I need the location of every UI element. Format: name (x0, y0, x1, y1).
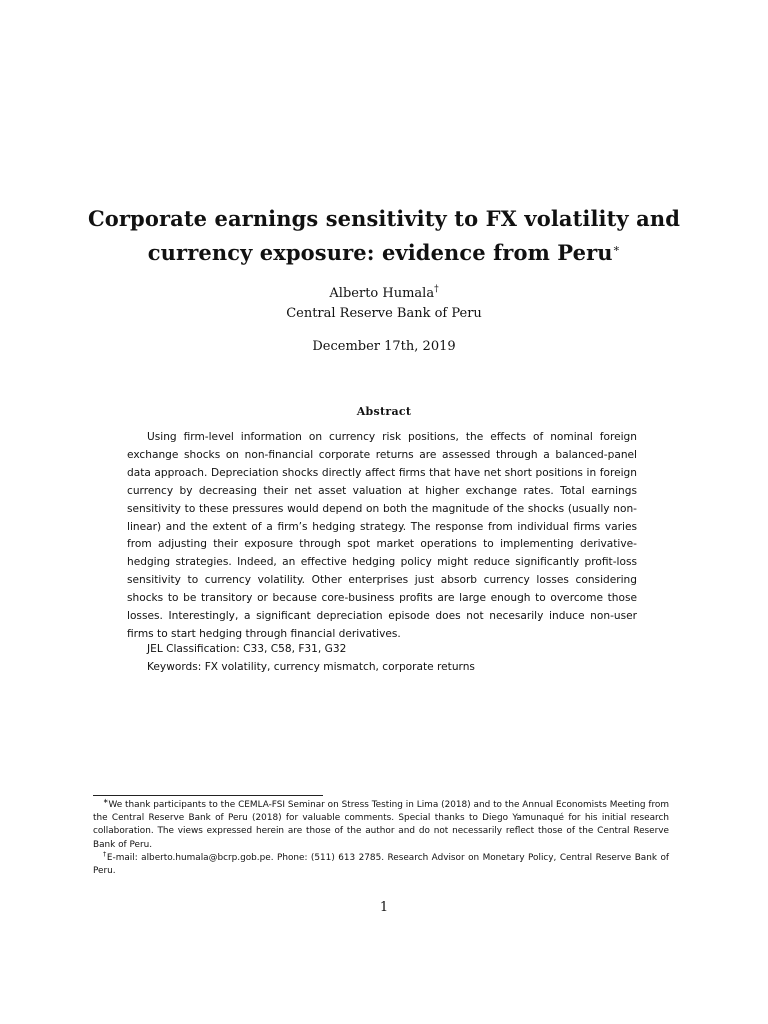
footnote-contact (93, 852, 669, 878)
title-line-1: Corporate earnings sensitivity to FX volatility and (87, 206, 681, 231)
title-line-2: currency exposure: evidence from Peru (147, 240, 613, 265)
footnote-1-text: We thank participants to the CEMLA-FSI Seminar on Stress Testing in Lima (2018) and to the Annual Economists Meeting from the Central Reserve Bank of Peru (2018) for valuable comments. Special thanks to Diego Yamunaqué for his initial research collaboration. The views expressed herein are those of the author and do not necessarily reflect those of the Central Reserve Bank of Peru. (93, 800, 669, 850)
page-number: 1 (379, 900, 389, 915)
author-affiliation: Central Reserve Bank of Peru (286, 306, 482, 321)
author-footnote-marker: † (434, 284, 439, 295)
keywords: Keywords: FX volatility, currency mismatch, corporate returns (147, 661, 475, 673)
footnote-rule (93, 795, 323, 796)
paper-date: December 17th, 2019 (312, 339, 456, 354)
footnote-acknowledgements (93, 799, 669, 852)
jel-classification: JEL Classification: C33, C58, F31, G32 (147, 643, 347, 655)
title-footnote-marker: ∗ (612, 242, 621, 255)
footnote-2-marker: † (103, 850, 107, 859)
abstract-heading: Abstract (356, 405, 412, 418)
author-name: Alberto Humala (329, 286, 435, 301)
author-line (0, 284, 768, 304)
abstract-body: Using firm-level information on currency risk positions, the effects of nominal foreign exchange shocks on non-financial corporate returns are assessed through a balanced-panel data approach. Depreciation shocks directly affect firms that have net short positions in foreign currency by decreasing their net asset valuation at higher exchange rates. Total earnings sensitivity to these pressures would depend on both the magnitude of the shocks (usually non-linear) and the extent of a firm’s hedging strategy. The response from individual firms varies from adjusting their exposure through spot market operations to implementing derivative-hedging strategies. Indeed, an effective hedging policy might reduce significantly profit-loss sensitivity to currency volatility. Other enterprises just absorb currency losses considering shocks to be transitory or because core-business profits are large enough to overcome those losses. Interestingly, a significant depreciation episode does not necesarily induce non-user firms to start hedging through financial derivatives. (127, 431, 637, 640)
paper-title (80, 202, 688, 270)
footnote-1-marker: ∗ (103, 797, 109, 806)
footnote-2-text: E-mail: alberto.humala@bcrp.gob.pe. Phone: (511) 613 2785. Research Advisor on Monetary Policy, Central Reserve Bank of Peru. (93, 853, 670, 877)
